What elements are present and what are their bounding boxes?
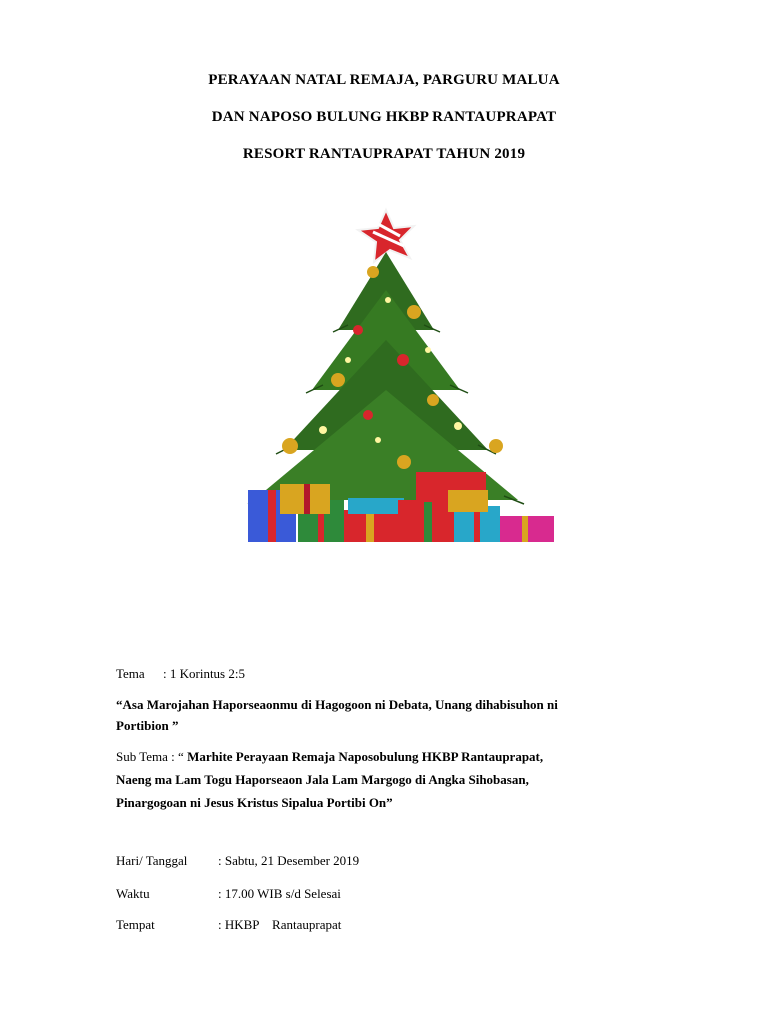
detail-row-place: [116, 917, 341, 933]
theme-label: Tema: [116, 666, 145, 681]
christmas-tree-with-gifts-icon: [228, 200, 564, 580]
subtheme-text-1: Marhite Perayaan Remaja Naposobulung HKBP Rantauprapat,: [187, 749, 544, 764]
subtheme-label: Sub Tema : “: [116, 749, 188, 764]
detail-value: : HKBP Rantauprapat: [218, 917, 342, 932]
detail-label: Tempat: [116, 917, 155, 932]
theme-line: [116, 662, 245, 686]
detail-row-date: [116, 853, 359, 869]
subtheme-line-2: Naeng ma Lam Togu Haporseaon Jala Lam Margogo di Angka Sihobasan,: [116, 772, 529, 787]
page-title-line-2: DAN NAPOSO BULUNG HKBP RANTAUPRAPAT: [211, 109, 557, 125]
theme-quote-line-2: Portibion ”: [116, 718, 179, 733]
subtheme-line-1: [116, 745, 543, 769]
detail-label: Waktu: [116, 886, 150, 901]
page-title-line-3: RESORT RANTAUPRAPAT TAHUN 2019: [242, 146, 526, 162]
detail-row-time: [116, 886, 341, 902]
tree-foliage: [248, 252, 524, 504]
theme-value: : 1 Korintus 2:5: [163, 666, 245, 681]
detail-label: Hari/ Tanggal: [116, 853, 188, 868]
page-title-line-1: PERAYAAN NATAL REMAJA, PARGURU MALUA: [208, 72, 560, 88]
detail-value: : 17.00 WIB s/d Selesai: [218, 886, 341, 901]
detail-value: : Sabtu, 21 Desember 2019: [218, 853, 360, 868]
subtheme-line-3: Pinargogoan ni Jesus Kristus Sipalua Portibi On”: [116, 795, 393, 810]
theme-quote-line-1: “Asa Marojahan Haporseaonmu di Hagogoon ni Debata, Unang dihabisuhon ni: [116, 697, 558, 712]
